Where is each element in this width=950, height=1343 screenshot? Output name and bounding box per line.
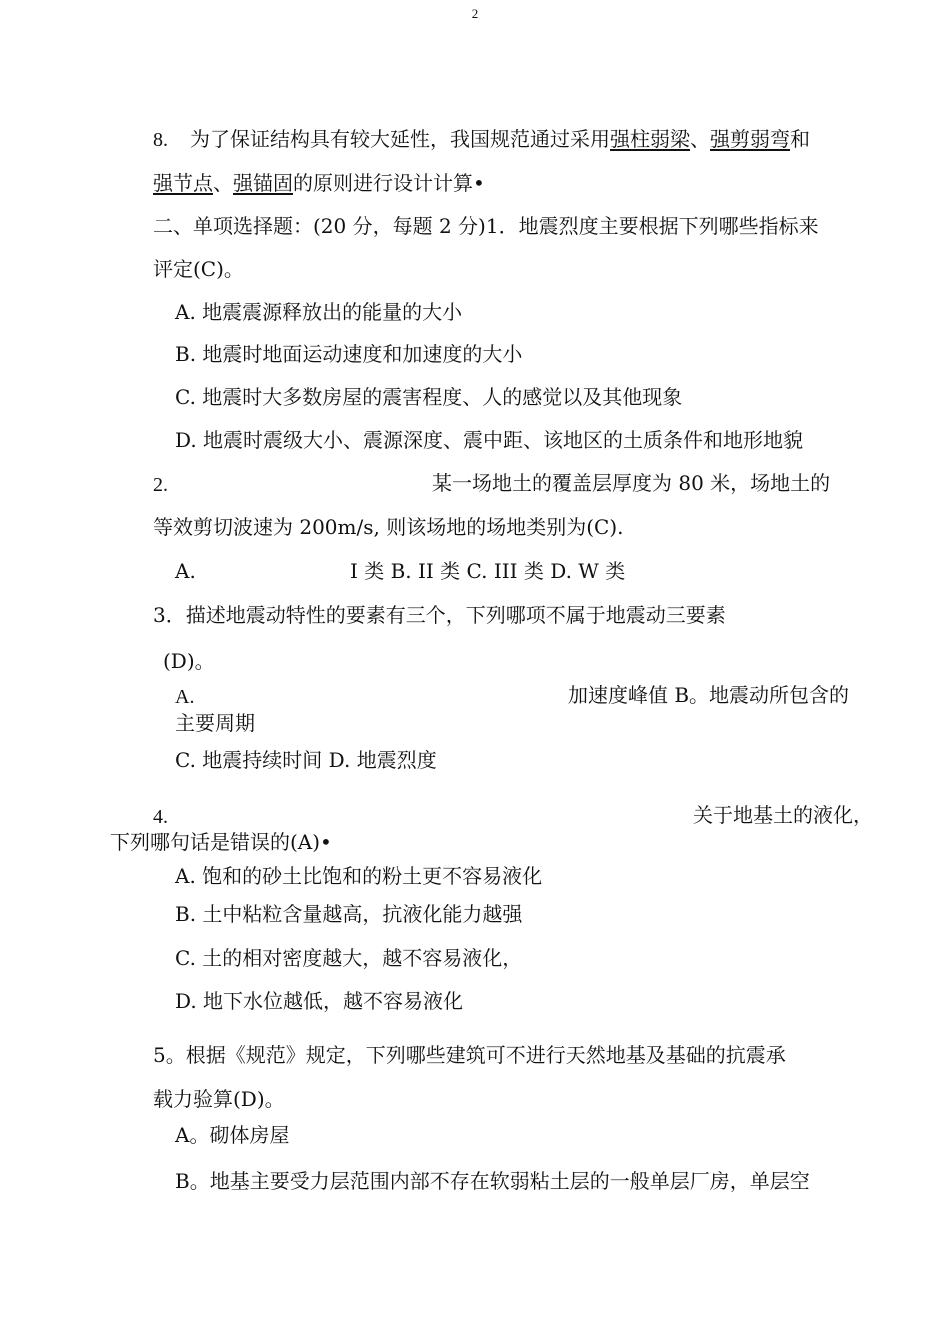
q4-option-a: A. 饱和的砂土比饱和的粉土更不容易液化: [175, 864, 543, 888]
q3-option-a-prefix: A.: [175, 686, 195, 708]
q2-options: I 类 B. II 类 C. III 类 D. W 类: [350, 559, 626, 583]
q8-number: 8.: [153, 129, 168, 151]
page-number: 2: [471, 6, 479, 21]
q3-options-cd: C. 地震持续时间 D. 地震烈度: [175, 748, 437, 772]
q3-option-a-cont: 主要周期: [175, 711, 255, 735]
q2-stem-1: 某一场地土的覆盖层厚度为 80 米，场地土的: [432, 471, 831, 495]
q5-stem-1: 5。根据《规范》规定，下列哪些建筑可不进行天然地基及基础的抗震承: [153, 1043, 786, 1067]
q4-option-d: D. 地下水位越低，越不容易液化: [175, 989, 464, 1013]
q4-stem-2: 下列哪句话是错误的(A)•: [110, 830, 332, 854]
q5-option-a: A。砌体房屋: [175, 1123, 290, 1147]
q1-option-d: D. 地震时震级大小、震源深度、震中距、该地区的土质条件和地形地貌: [175, 428, 804, 452]
q3-stem-1: 3．描述地震动特性的要素有三个，下列哪项不属于地震动三要素: [153, 603, 726, 627]
q1-option-b: B. 地震时地面运动速度和加速度的大小: [175, 342, 523, 366]
section2-heading: 二、单项选择题：(20 分，每题 2 分)1．地震烈度主要根据下列哪些指标来: [153, 214, 819, 238]
q8-answer-3: 强节点: [153, 171, 213, 195]
q8-answer-2: 强剪弱弯: [710, 127, 790, 151]
q5-stem-2: 载力验算(D)。: [153, 1087, 285, 1111]
q1-option-a: A. 地震震源释放出的能量的大小: [175, 300, 463, 324]
q8-answer-1: 强柱弱梁: [610, 127, 690, 151]
q4-option-b: B. 土中粘粒含量越高，抗液化能力越强: [175, 902, 523, 926]
q3-option-a: 加速度峰值 B。地震动所包含的: [568, 683, 850, 707]
q4-number: 4.: [153, 806, 168, 828]
q2-number: 2.: [153, 474, 168, 496]
q1-option-c: C. 地震时大多数房屋的震害程度、人的感觉以及其他现象: [175, 385, 683, 409]
q5-option-b: B。地基主要受力层范围内部不存在软弱粘土层的一般单层厂房，单层空: [175, 1169, 810, 1193]
q4-option-c: C. 土的相对密度越大，越不容易液化，: [175, 946, 523, 970]
q8-tail: 的原则进行设计计算•: [293, 171, 485, 195]
q2-option-prefix: A.: [175, 559, 196, 583]
q8-text: 为了保证结构具有较大延性，我国规范通过采用: [190, 127, 610, 151]
q8-separator: 、: [213, 171, 233, 195]
q8-line-2: [153, 170, 485, 196]
q8-conjunction: 和: [790, 127, 810, 151]
q1-stem-end: 评定(C)。: [153, 257, 244, 281]
q8-answer-4: 强锚固: [233, 171, 293, 195]
q8-separator: 、: [690, 127, 710, 151]
q3-stem-2: (D)。: [163, 649, 215, 673]
q8-line-1: [153, 126, 810, 153]
q4-stem-1: 关于地基土的液化，: [693, 803, 873, 827]
q2-stem-2: 等效剪切波速为 200m/s, 则该场地的场地类别为(C).: [153, 515, 624, 539]
